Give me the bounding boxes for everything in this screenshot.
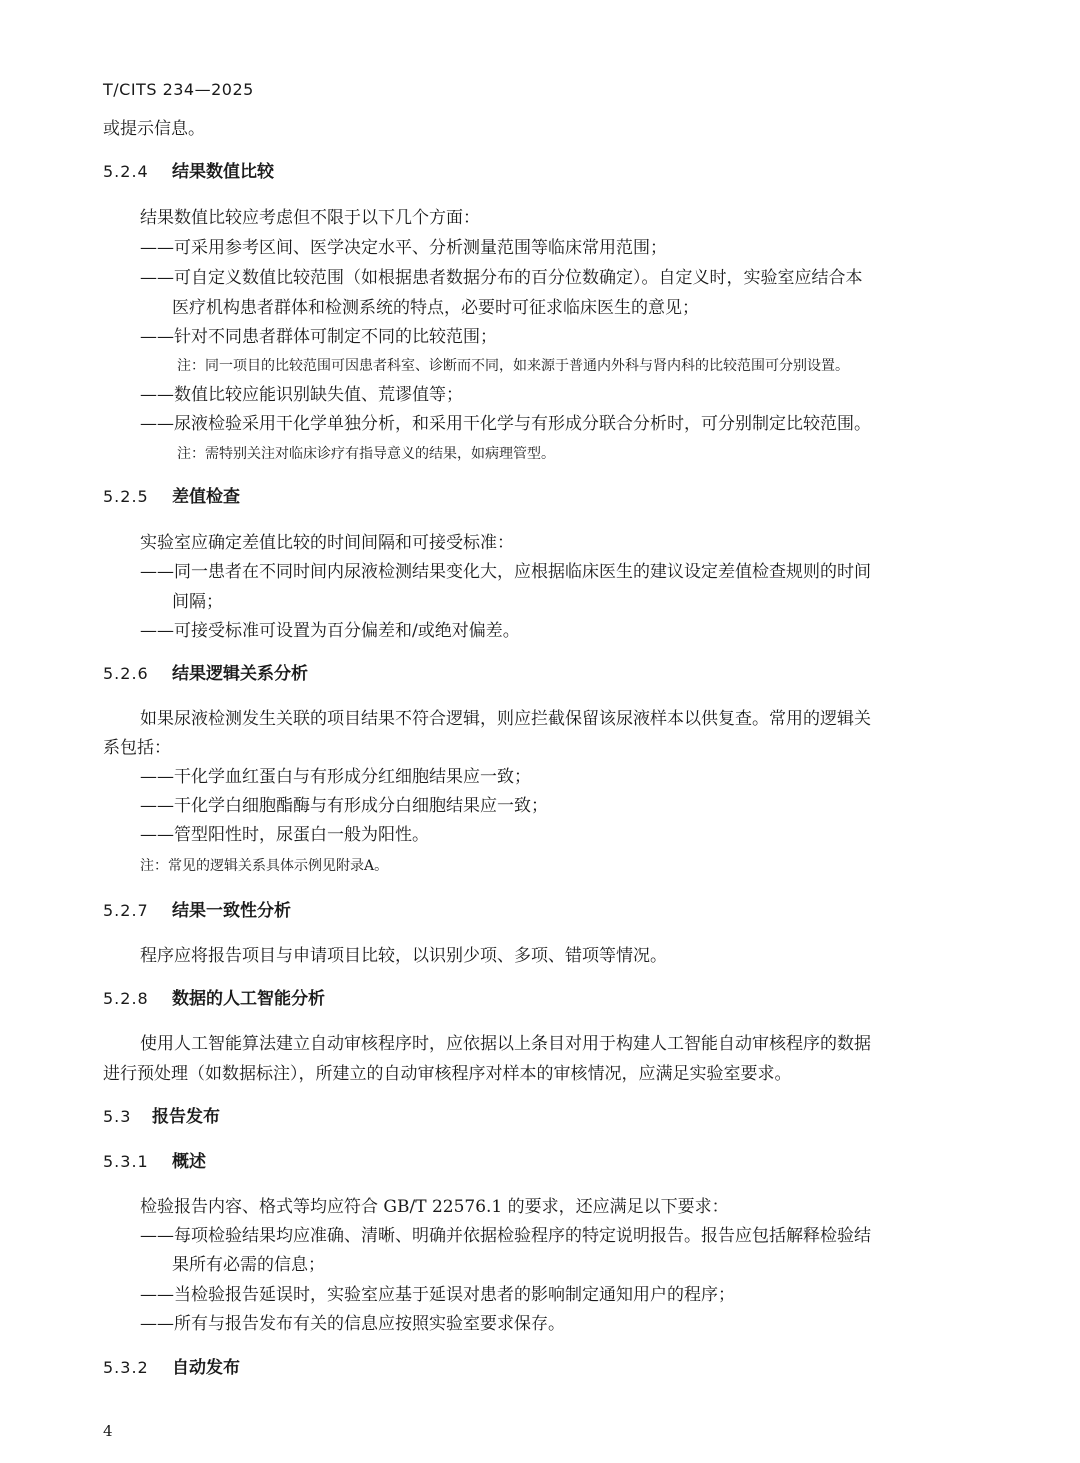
section-title: 结果逻辑关系分析 <box>172 664 308 684</box>
note: 注：常见的逻辑关系具体示例见附录A。 <box>140 858 389 874</box>
list-item: ——干化学血红蛋白与有形成分红细胞结果应一致； <box>140 767 531 787</box>
paragraph-line: 或提示信息。 <box>103 119 205 139</box>
list-item: ——针对不同患者群体可制定不同的比较范围； <box>140 327 497 347</box>
section-number: 5.2.7 <box>103 901 149 920</box>
list-item: ——可采用参考区间、医学决定水平、分析测量范围等临床常用范围； <box>140 238 667 258</box>
page-number: 4 <box>103 1422 113 1440</box>
list-item-continuation: 果所有必需的信息； <box>172 1255 325 1275</box>
section-number: 5.3.2 <box>103 1358 149 1377</box>
list-item-continuation: 医疗机构患者群体和检测系统的特点，必要时可征求临床医生的意见； <box>172 298 699 318</box>
note: 注：同一项目的比较范围可因患者科室、诊断而不同，如来源于普通内外科与肾内科的比较范围可分别设置。 <box>177 358 849 374</box>
paragraph-line: 程序应将报告项目与申请项目比较，以识别少项、多项、错项等情况。 <box>140 946 667 966</box>
document-code: T/CITS 234—2025 <box>103 80 254 99</box>
section-number: 5.3.1 <box>103 1152 149 1171</box>
paragraph-line: 实验室应确定差值比较的时间间隔和可接受标准： <box>140 533 514 553</box>
section-title: 结果一致性分析 <box>172 901 291 921</box>
section-number: 5.2.8 <box>103 989 149 1008</box>
section-title: 报告发布 <box>152 1107 220 1127</box>
section-number: 5.2.4 <box>103 162 149 181</box>
paragraph-line: 系包括： <box>103 738 171 758</box>
paragraph-line: 如果尿液检测发生关联的项目结果不符合逻辑，则应拦截保留该尿液样本以供复查。常用的逻辑关 <box>140 709 871 729</box>
paragraph-line: 检验报告内容、格式等均应符合 GB/T 22576.1 的要求，还应满足以下要求： <box>140 1197 729 1217</box>
list-item-continuation: 间隔； <box>172 592 223 612</box>
paragraph-line: 进行预处理（如数据标注），所建立的自动审核程序对样本的审核情况，应满足实验室要求。 <box>103 1064 792 1084</box>
list-item: ——数值比较应能识别缺失值、荒谬值等； <box>140 385 463 405</box>
section-title: 结果数值比较 <box>172 162 274 182</box>
list-item: ——当检验报告延误时，实验室应基于延误对患者的影响制定通知用户的程序； <box>140 1285 735 1305</box>
section-title: 概述 <box>172 1152 206 1172</box>
section-number: 5.2.6 <box>103 664 149 683</box>
section-title: 差值检查 <box>172 487 240 507</box>
section-number: 5.2.5 <box>103 487 149 506</box>
section-number: 5.3 <box>103 1107 132 1126</box>
paragraph-line: 使用人工智能算法建立自动审核程序时，应依据以上条目对用于构建人工智能自动审核程序的数据 <box>140 1034 871 1054</box>
section-title: 自动发布 <box>172 1358 240 1378</box>
note: 注：需特别关注对临床诊疗有指导意义的结果，如病理管型。 <box>177 446 555 462</box>
list-item: ——可自定义数值比较范围（如根据患者数据分布的百分位数确定）。自定义时，实验室应结合本 <box>140 268 863 288</box>
list-item: ——每项检验结果均应准确、清晰、明确并依据检验程序的特定说明报告。报告应包括解释检验结 <box>140 1226 871 1246</box>
list-item: ——同一患者在不同时间内尿液检测结果变化大，应根据临床医生的建议设定差值检查规则的时间 <box>140 562 871 582</box>
list-item: ——管型阳性时，尿蛋白一般为阳性。 <box>140 825 429 845</box>
list-item: ——尿液检验采用干化学单独分析，和采用干化学与有形成分联合分析时，可分别制定比较范围。 <box>140 414 871 434</box>
list-item: ——所有与报告发布有关的信息应按照实验室要求保存。 <box>140 1314 565 1334</box>
list-item: ——干化学白细胞酯酶与有形成分白细胞结果应一致； <box>140 796 548 816</box>
list-item: ——可接受标准可设置为百分偏差和/或绝对偏差。 <box>140 621 520 641</box>
paragraph-line: 结果数值比较应考虑但不限于以下几个方面： <box>140 208 480 228</box>
section-title: 数据的人工智能分析 <box>172 989 325 1009</box>
